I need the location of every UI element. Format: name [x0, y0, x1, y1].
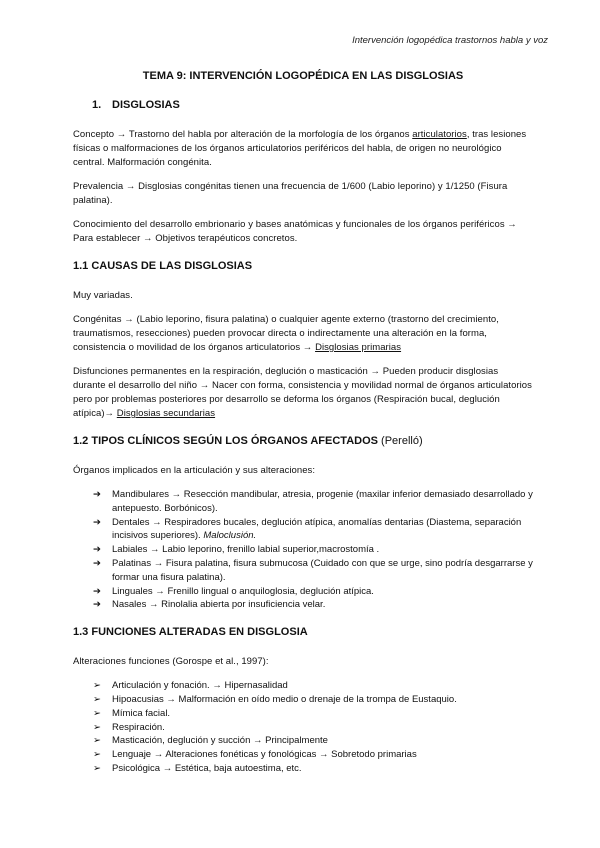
arrow-bullet-icon: ➔ [93, 599, 101, 611]
congenitas-text: Congénitas → (Labio leporino, fisura palatina) o cualquier agente externo (trastorno del crecimiento, traumatismos, resecciones) pueden provocar directa o indirectamente una alteración en la forma, consistencia o movilidad de los órganos articulatorios → [73, 314, 499, 353]
document-body [73, 70, 533, 776]
concepto-text: Concepto → Trastorno del habla por alteración de la morfología de los órganos [73, 129, 413, 140]
section-1-3-heading: 1.3 FUNCIONES ALTERADAS EN DISGLOSIA [73, 626, 308, 639]
organos-list [73, 488, 533, 612]
disglosias-secundarias-term: Disglosias secundarias [116, 408, 216, 419]
arrow-bullet-icon: ➔ [93, 557, 101, 569]
list-item: ➔ Labiales → Labio leporino, frenillo labial superior,macrostomía . [93, 544, 380, 556]
arrow-bullet-icon: ➔ [93, 489, 101, 500]
list-item: ➔ Nasales → Rinolalia abierta por insuficiencia velar. [93, 599, 326, 611]
list-item: ➔ Linguales → Frenillo lingual o anquiloglosia, deglución atípica. [93, 585, 374, 597]
conocimiento-paragraph: Conocimiento del desarrollo embrionario y bases anatómicas y funcionales de los órganos periféricos → Para establecer → Objetivos terapéuticos concretos. [73, 219, 517, 244]
list-item: ➔ Dentales → Respiradores bucales, deglución atípica, anomalías dentarias (Diastema, separación incisivos superiores). Maloclusión. [93, 516, 522, 542]
section-1-2-heading [73, 435, 533, 447]
causas-intro: Muy variadas. [73, 290, 133, 301]
arrowhead-bullet-icon: ➢ [93, 721, 101, 733]
arrowhead-bullet-icon: ➢ [93, 707, 101, 719]
funciones-list [73, 679, 533, 776]
section-1-1-heading: 1.1 CAUSAS DE LAS DISGLOSIAS [73, 260, 253, 272]
list-item: ➢ Psicológica → Estética, baja autoestima, etc. [93, 762, 302, 774]
arrowhead-bullet-icon: ➢ [93, 735, 101, 747]
concepto-paragraph [73, 128, 533, 170]
list-item: ➔ Mandibulares → Resección mandibular, atresia, progenie (maxilar inferior demasiado desarrollado y antepuesto. Borbónicos). [93, 489, 533, 514]
arrowhead-bullet-icon: ➢ [93, 749, 101, 761]
arrowhead-bullet-icon: ➢ [93, 762, 101, 774]
section-1-2-citation: (Perelló) [381, 435, 423, 447]
list-item: ➔ Palatinas → Fisura palatina, fisura submucosa (Cuidado con que se urge, sino podría desgarrarse y formar una fisura palatina). [93, 557, 533, 583]
section-1-title: DISGLOSIAS [112, 99, 180, 111]
arrowhead-bullet-icon: ➢ [93, 680, 101, 692]
concepto-text-end: , tras lesiones físicas o malformaciones de los órganos articulatorios periféricos del habla, de origen no neurológico central. Malformación congénita. [73, 129, 527, 168]
congenitas-paragraph [73, 313, 533, 355]
arrow-bullet-icon: ➔ [93, 585, 101, 597]
list-item: ➢ Lenguaje → Alteraciones fonéticas y fonológicas → Sobretodo primarias [93, 749, 417, 761]
maloclusion-term: Maloclusión. [203, 530, 257, 542]
organos-intro: Órganos implicados en la articulación y sus alteraciones: [73, 465, 316, 476]
concepto-underlined: articulatorios [412, 129, 467, 140]
disfunciones-paragraph [73, 365, 533, 421]
section-1-2-title: 1.2 TIPOS CLÍNICOS SEGÚN LOS ÓRGANOS AFECTADOS [73, 435, 378, 447]
list-item: ➢ Articulación y fonación. → Hipernasalidad [93, 680, 288, 692]
arrowhead-bullet-icon: ➢ [93, 693, 101, 705]
running-header: Intervención logopédica trastornos habla y voz [352, 35, 548, 46]
prevalencia-paragraph: Prevalencia → Disglosias congénitas tienen una frecuencia de 1/600 (Labio leporino) y 1/1250 (Fisura palatina). [73, 181, 508, 206]
disfunciones-text: Disfunciones permanentes en la respiración, deglución o masticación → Pueden producir disglosias durante el desarrollo del niño → Nacer con forma, consistencia y movilidad normal de órganos articulatorios pero por problemas posteriores por desarrollo se deforma los órganos (Respiración bucal, deglución atípica)→ [73, 366, 532, 419]
list-item: ➢ Masticación, deglución y succión → Principalmente [93, 735, 328, 747]
arrow-bullet-icon: ➔ [93, 544, 101, 556]
section-1-heading [92, 99, 533, 111]
page-title: TEMA 9: INTERVENCIÓN LOGOPÉDICA EN LAS DISGLOSIAS [142, 70, 464, 82]
list-item: ➢ Hipoacusias → Malformación en oído medio o drenaje de la trompa de Eustaquio. [93, 693, 457, 705]
funciones-intro: Alteraciones funciones (Gorospe et al., 1997): [73, 656, 269, 668]
list-item: ➢ Respiración. [93, 721, 165, 733]
list-item: ➢ Mímica facial. [93, 707, 171, 719]
section-1-number: 1. [92, 99, 102, 111]
disglosias-primarias-term: Disglosias primarias [315, 342, 402, 353]
arrow-bullet-icon: ➔ [93, 516, 101, 528]
